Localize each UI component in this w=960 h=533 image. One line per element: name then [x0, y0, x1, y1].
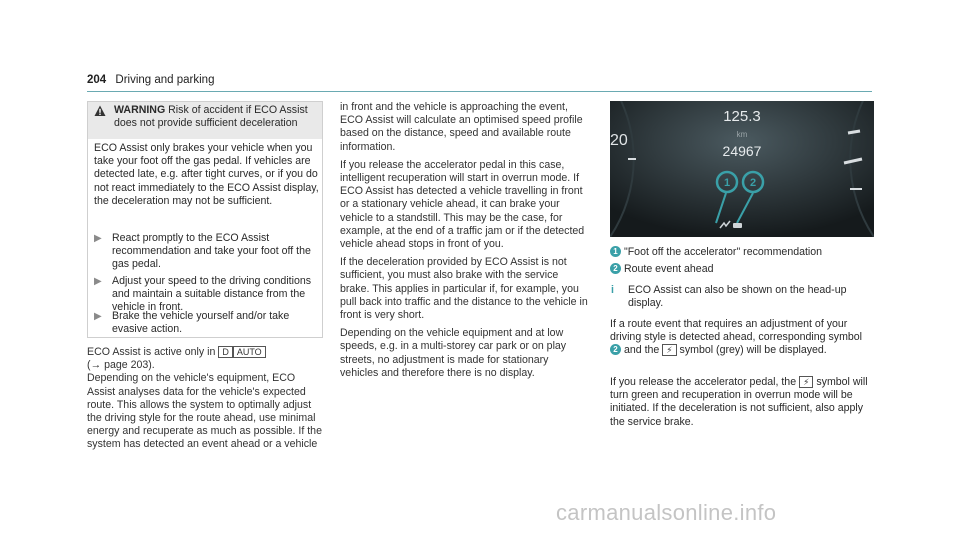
number-badge: 1	[610, 246, 621, 257]
watermark: carmanualsonline.info	[556, 500, 777, 525]
instrument-cluster-svg	[610, 101, 874, 237]
eco-assist-symbol-icon: ⚡	[799, 376, 813, 388]
bullet-text: Adjust your speed to the driving conditions and maintain a suitable distance from the vehicle in front.	[112, 275, 312, 314]
page-reference: (→ page 203).	[87, 359, 155, 372]
middle-paragraph-1: in front and the vehicle is approaching the event, ECO Assist will calculate an optimised speed profile based on the distance, speed and available route information.	[340, 101, 583, 153]
info-text: ECO Assist can also be shown on the head-up display.	[628, 284, 847, 310]
warning-title	[114, 104, 319, 130]
left-column-text	[87, 346, 323, 452]
legend-item-2	[610, 263, 880, 276]
warning-triangle-icon	[94, 105, 106, 117]
number-badge: 2	[610, 344, 621, 355]
right-paragraph-2	[610, 376, 872, 429]
legend-text: "Foot off the accelerator" recommendation	[623, 246, 823, 258]
drive-mode-auto-symbol: AUTO	[233, 346, 266, 358]
middle-paragraph-4: Depending on the vehicle equipment and at low speeds, e.g. in a multi-storey car park or on play streets, no adjustment is made for stationary vehicles and therefore there is no display.	[340, 327, 567, 379]
text-run: symbol will turn green and recuperation in overrun mode will be initiated. If the deceleration is not sufficient, also apply the service brake.	[610, 376, 868, 428]
bullet-text: React promptly to the ECO Assist recommendation and take your foot off the gas pedal.	[112, 232, 311, 271]
arrow-icon: ▶	[94, 233, 102, 244]
left-paragraph: Depending on the vehicle's equipment, ECO Assist analyses data for the vehicle's expected route. This allows the system to optimally adjust the driving style for the route ahead, use minimal energy and recuperate as much as possible. If the system has detected an event ahead or a vehicle	[87, 372, 322, 451]
header-rule	[87, 91, 872, 92]
warning-header	[88, 102, 322, 139]
section-title: Driving and parking	[115, 74, 215, 86]
text-run: If you release the accelerator pedal, the	[610, 376, 797, 388]
callout-label-1: 1	[723, 177, 731, 189]
drive-mode-d-symbol: D	[218, 346, 233, 358]
page-header	[87, 74, 214, 86]
legend-text: Route event ahead	[623, 263, 714, 275]
gauge-left-label: 20	[610, 132, 628, 149]
number-badge: 2	[610, 263, 621, 274]
arrow-icon: ▶	[94, 311, 102, 322]
page-number: 204	[87, 74, 107, 86]
active-prefix: ECO Assist is active only in	[87, 346, 216, 358]
warning-body: ECO Assist only brakes your vehicle when you take your foot off the gas pedal. If vehicles are detected late, e.g. after tight curves, or if you do not react immediately to the ECO Assist display, the deceleration may not be sufficient.	[94, 142, 319, 207]
active-line	[87, 346, 323, 359]
speed-readout: 125.3	[723, 108, 761, 125]
vehicle-ahead-icon	[733, 223, 742, 228]
text-run: If a route event that requires an adjustment of your driving style is detected ahead, corresponding symbol	[610, 318, 863, 344]
warning-box	[87, 101, 323, 338]
right-paragraph-1	[610, 318, 872, 358]
callout-label-2: 2	[749, 177, 757, 189]
text-run: symbol (grey) will be displayed.	[679, 344, 827, 357]
middle-paragraph-2: If you release the accelerator pedal in this case, intelligent recuperation will start in overrun mode. If ECO Assist has detected a vehicle travelling in front or a stationary vehicle ahead, it can brake your vehicle to a standstill. This may be the case, for example, at the end of a traffic jam or if the detected vehicle ahead stops in front of you.	[340, 158, 585, 251]
text-run: and the	[623, 344, 660, 357]
middle-column	[340, 101, 588, 380]
odometer-readout: 24967	[722, 143, 762, 159]
instrument-cluster-image	[610, 101, 874, 237]
bullet-text: Brake the vehicle yourself and/or take evasive action.	[112, 310, 290, 336]
legend-item-1	[610, 246, 880, 259]
warning-label: WARNING	[114, 104, 166, 116]
warning-title-text: Risk of accident if ECO Assist does not provide sufficient deceleration	[114, 104, 308, 130]
eco-assist-symbol-icon: ⚡	[662, 344, 676, 356]
info-note	[610, 284, 880, 310]
info-icon: i	[611, 284, 614, 296]
unit-readout: km	[736, 130, 748, 139]
middle-paragraph-3: If the deceleration provided by ECO Assist is not sufficient, you must also brake with the service brake. This applies in particular if, for example, you pull back into traffic and the distance to the vehicle in front is very short.	[340, 256, 588, 322]
arrow-icon: ▶	[94, 276, 102, 287]
